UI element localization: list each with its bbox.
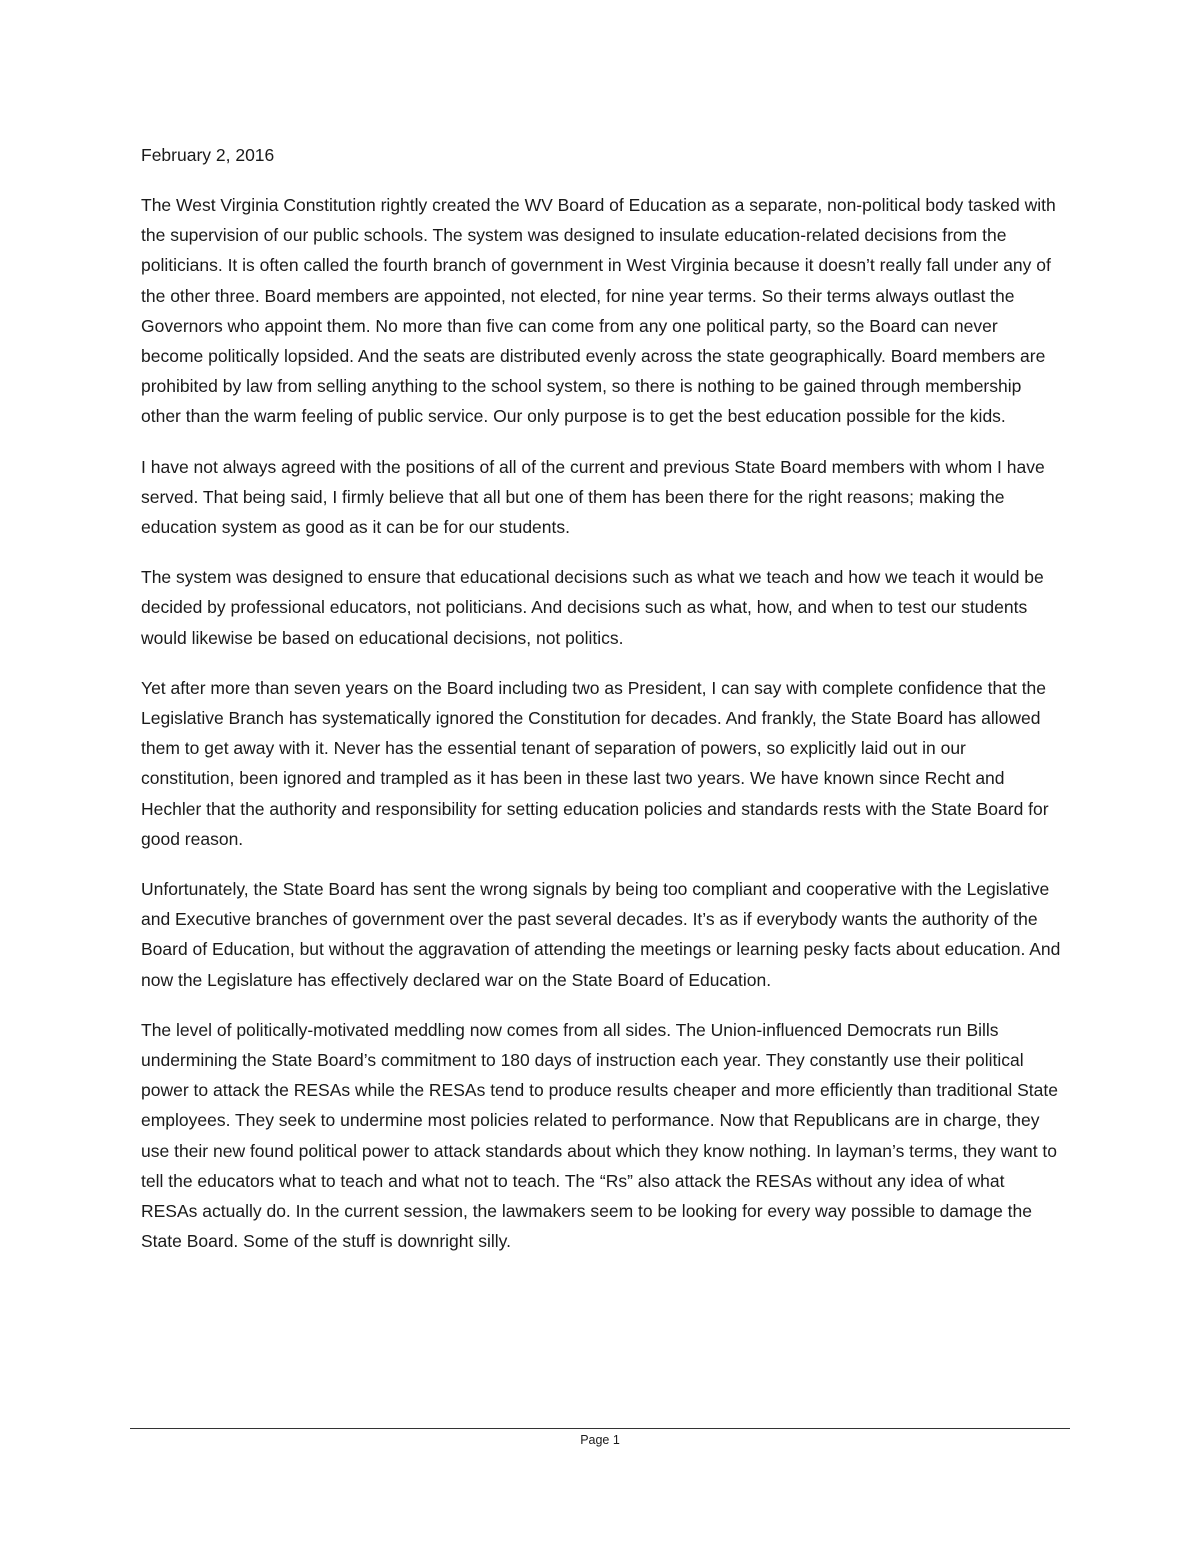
paragraph-constitution: The West Virginia Constitution rightly created the WV Board of Education as a separate, non-political body tasked with the supervision of our public schools. The system was designed to insulate education-related decisions from the politicians. It is often called the fourth branch of government in West Virginia because it doesn’t really fall under any of the other three. Board members are appointed, not elected, for nine year terms. So their terms always outlast the Governors who appoint them. No more than five can come from any one political party, so the Board can never become politically lopsided. And the seats are distributed evenly across the state geographically. Board members are prohibited by law from selling anything to the school system, so there is nothing to be gained through membership other than the warm feeling of public service. Our only purpose is to get the best education possible for the kids. bbox=[141, 195, 1056, 427]
paragraph-board-members: I have not always agreed with the positions of all of the current and previous State Board members with whom I have served. That being said, I firmly believe that all but one of them has been there for the right reasons; making the education system as good as it can be for our students. bbox=[141, 456, 1045, 538]
paragraph-system-design: The system was designed to ensure that educational decisions such as what we teach and how we teach it would be decided by professional educators, not politicians. And decisions such as what, how, and when to test our students would likewise be based on educational decisions, not politics. bbox=[141, 567, 1044, 648]
letter-body bbox=[141, 140, 1063, 1277]
page-number: Page 1 bbox=[580, 1433, 620, 1447]
letter-date: February 2, 2016 bbox=[141, 145, 275, 165]
paragraph-political-meddling: The level of politically-motivated meddling now comes from all sides. The Union-influenced Democrats run Bills undermining the State Board’s commitment to 180 days of instruction each year. They constantly use their political power to attack the RESAs while the RESAs tend to produce results cheaper and more efficiently than traditional State employees. They seek to undermine most policies related to performance. Now that Republicans are in charge, they use their new found political power to attack standards about which they know nothing. In layman’s terms, they want to tell the educators what to teach and what not to teach. The “Rs” also attack the RESAs without any idea of what RESAs actually do. In the current session, the lawmakers seem to be looking for every way possible to damage the State Board. Some of the stuff is downright silly. bbox=[141, 1019, 1058, 1252]
footer-divider bbox=[130, 1428, 1070, 1429]
paragraph-wrong-signals: Unfortunately, the State Board has sent the wrong signals by being too compliant and cooperative with the Legislative and Executive branches of government over the past several decades. It’s as if everybody wants the authority of the Board of Education, but without the aggravation of attending the meetings or learning pesky facts about education. And now the Legislature has effectively declared war on the State Board of Education. bbox=[141, 879, 1061, 990]
paragraph-legislative-branch: Yet after more than seven years on the Board including two as President, I can say with complete confidence that the Legislative Branch has systematically ignored the Constitution for decades. And frankly, the State Board has allowed them to get away with it. Never has the essential tenant of separation of powers, so explicitly laid out in our constitution, been ignored and trampled as it has been in these last two years. We have known since Recht and Hechler that the authority and responsibility for setting education policies and standards rests with the State Board for good reason. bbox=[141, 677, 1049, 849]
